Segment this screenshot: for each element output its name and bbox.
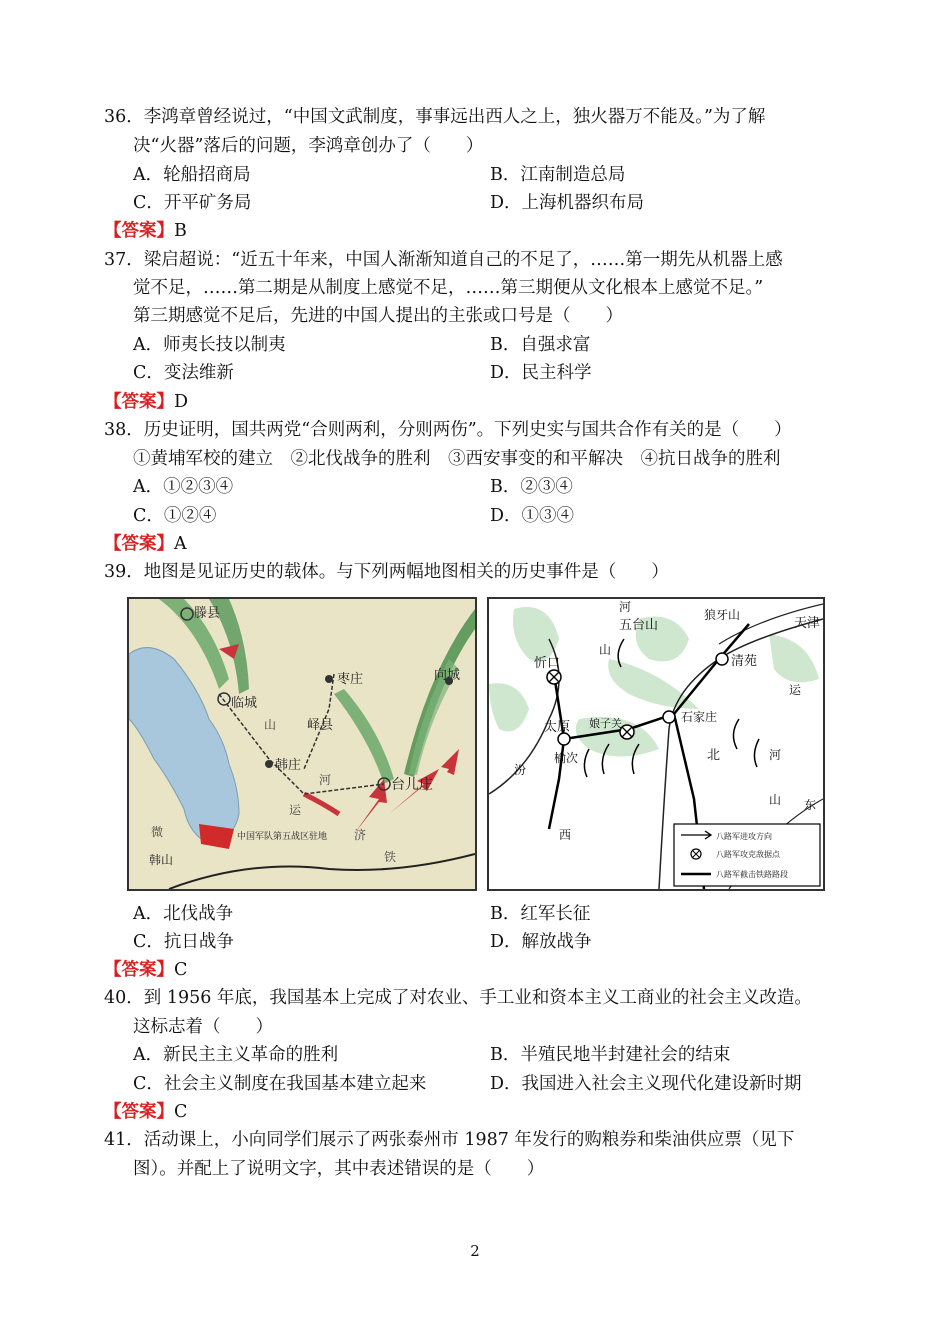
map2-label: 石家庄 (681, 710, 718, 724)
answer-tag: 【答案】 (104, 221, 174, 241)
q40-stem-line2: 这标志着（ ） (133, 1017, 273, 1037)
q40-option-a[interactable]: A．新民主主义革命的胜利 (133, 1045, 339, 1065)
q38-option-a[interactable]: A．①②③④ (133, 477, 234, 497)
map2-label: 山 (769, 793, 782, 807)
q37-stem-line1: 37．梁启超说：“近五十年来，中国人渐渐知道自己的不足了，……第一期先从机器上感 (104, 250, 783, 270)
taierzhuang-map-drawing (129, 599, 475, 889)
q37-option-c[interactable]: C．变法维新 (133, 363, 234, 383)
q36-stem-line1: 36．李鸿章曾经说过，“中国文武制度，事事远出西人之上，独火器万不能及。”为了解 (104, 107, 766, 127)
map2-legend-item: 八路军攻克敌据点 (716, 850, 780, 859)
q39-option-a[interactable]: A．北伐战争 (133, 904, 234, 924)
map2-legend-item: 八路军进攻方向 (716, 832, 772, 841)
q37-answer (104, 390, 188, 414)
answer-tag: 【答案】 (104, 960, 174, 980)
map2-label: 天津 (794, 616, 821, 631)
map2-label: 山 (599, 643, 612, 657)
answer-value: C (174, 960, 188, 980)
map1-label: 中国军队第五战区驻地 (237, 832, 328, 842)
map1-label: 滕县 (194, 606, 221, 621)
taierzhuang-map (127, 597, 477, 891)
q39-option-b[interactable]: B．红军长征 (490, 904, 591, 924)
map1-label: 峄县 (307, 718, 334, 733)
map2-label: 河 (619, 600, 632, 614)
q38-answer (104, 532, 187, 556)
answer-tag: 【答案】 (104, 534, 174, 554)
q38-option-c[interactable]: C．①②④ (133, 506, 217, 526)
map1-label: 济 (354, 828, 367, 842)
q39-answer (104, 958, 187, 982)
page-number: 2 (470, 1242, 480, 1260)
map1-label: 枣庄 (337, 672, 364, 687)
map2-label: 榆次 (554, 751, 579, 765)
q37-stem-line2: 觉不足，……第二期是从制度上感觉不足，……第三期便从文化根本上感觉不足。” (133, 278, 764, 298)
q41-stem-line1: 41．活动课上，小向同学们展示了两张泰州市 1987 年发行的购粮券和柴油供应票（见下 (104, 1130, 795, 1150)
q40-option-b[interactable]: B．半殖民地半封建社会的结束 (490, 1045, 731, 1065)
answer-value: D (174, 392, 189, 412)
q40-stem-line1: 40．到 1956 年底，我国基本上完成了对农业、手工业和资本主义工商业的社会主义改造。 (104, 988, 812, 1008)
q36-option-d[interactable]: D．上海机器织布局 (490, 193, 645, 213)
answer-value: B (174, 221, 187, 241)
map1-label: 临城 (231, 696, 258, 711)
q38-option-b[interactable]: B．②③④ (490, 477, 573, 497)
map1-label: 河 (319, 773, 332, 787)
q36-stem-line2: 决“火器”落后的问题，李鸿章创办了（ ） (133, 136, 484, 156)
q37-option-a[interactable]: A．师夷长技以制夷 (133, 335, 286, 355)
q40-option-c[interactable]: C．社会主义制度在我国基本建立起来 (133, 1074, 427, 1094)
map1-label: 铁 (384, 850, 397, 864)
answer-value: A (174, 534, 187, 554)
q39-stem-line1: 39．地图是见证历史的载体。与下列两幅地图相关的历史事件是（ ） (104, 562, 669, 582)
map1-label: 山 (264, 718, 277, 732)
q38-stem-line1: 38．历史证明，国共两党“合则两利，分则两伤”。下列史实与国共合作有关的是（ ） (104, 420, 792, 440)
map2-label: 娘子关 (589, 717, 622, 730)
q39-option-c[interactable]: C．抗日战争 (133, 932, 234, 952)
map1-label: 韩庄 (275, 758, 302, 773)
q37-stem-line3: 第三期感觉不足后，先进的中国人提出的主张或口号是（ ） (133, 306, 623, 326)
hundred-regiments-map-drawing (489, 599, 823, 889)
q40-answer (104, 1100, 187, 1124)
q36-answer (104, 219, 187, 243)
map1-label: 运 (289, 803, 302, 817)
q36-option-a[interactable]: A．轮船招商局 (133, 165, 251, 185)
map1-label: 韩山 (149, 853, 174, 867)
q36-option-b[interactable]: B．江南制造总局 (490, 165, 626, 185)
map2-label: 狼牙山 (704, 608, 741, 622)
map2-label: 东 (804, 798, 817, 812)
map2-label: 太原 (544, 720, 571, 735)
answer-tag: 【答案】 (104, 1102, 174, 1122)
q38-stem-line2: ①黄埔军校的建立 ②北伐战争的胜利 ③西安事变的和平解决 ④抗日战争的胜利 (133, 449, 781, 469)
map2-label: 五台山 (619, 618, 659, 633)
answer-value: C (174, 1102, 188, 1122)
map2-label: 忻口 (534, 656, 561, 671)
map2-label: 清苑 (731, 654, 758, 669)
map1-label: 台儿庄 (391, 777, 433, 793)
map2-label: 运 (789, 683, 802, 697)
q40-option-d[interactable]: D．我国进入社会主义现代化建设新时期 (490, 1074, 802, 1094)
q36-option-c[interactable]: C．开平矿务局 (133, 193, 252, 213)
q41-stem-line2: 图）。并配上了说明文字，其中表述错误的是（ ） (133, 1159, 545, 1179)
q38-option-d[interactable]: D．①③④ (490, 506, 575, 526)
map2-label: 汾 (514, 763, 527, 777)
hundred-regiments-map (487, 597, 825, 891)
q39-option-d[interactable]: D．解放战争 (490, 932, 592, 952)
q37-option-d[interactable]: D．民主科学 (490, 363, 592, 383)
map1-label: 向城 (434, 668, 461, 683)
answer-tag: 【答案】 (104, 392, 174, 412)
map2-label: 西 (559, 828, 572, 842)
map2-legend-item: 八路军截击铁路路段 (716, 870, 788, 879)
map2-label: 河 (769, 748, 782, 762)
map1-label: 微 (151, 825, 164, 839)
q37-option-b[interactable]: B．自强求富 (490, 335, 591, 355)
map2-label: 北 (707, 748, 721, 763)
